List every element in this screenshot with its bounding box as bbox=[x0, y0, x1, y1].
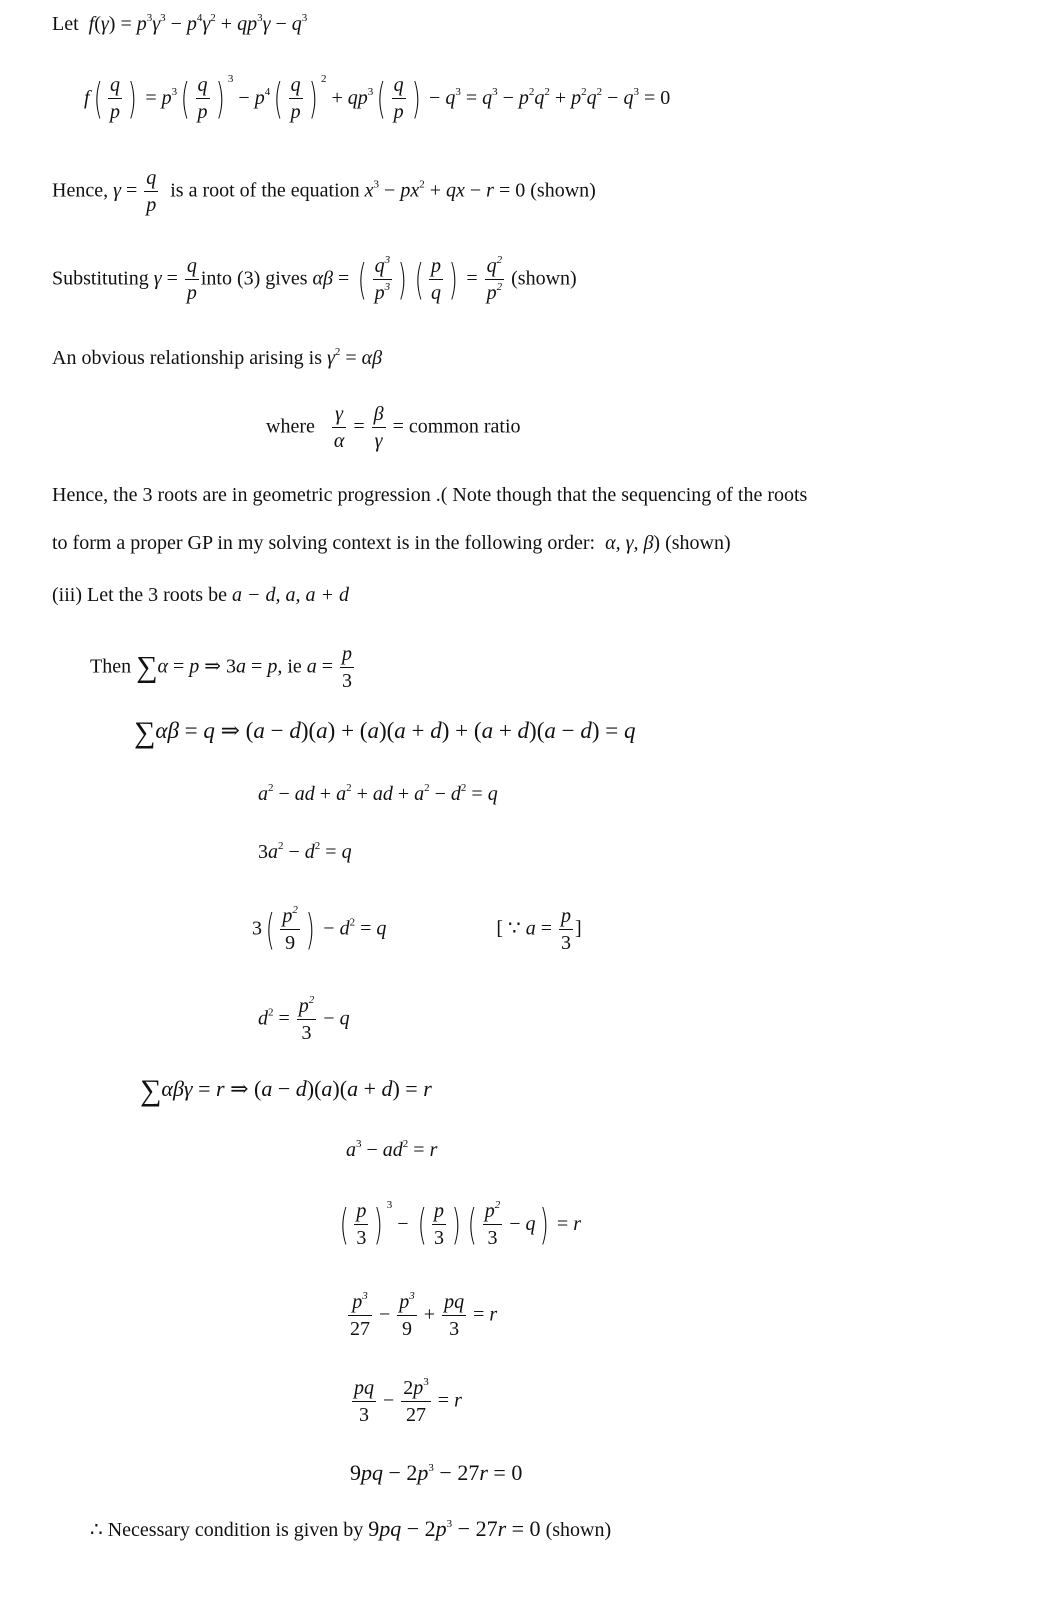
line-d2: $d^2$ = $\frac{p^2}{3}$ − q bbox=[258, 994, 350, 1044]
line-f-q-over-p: f( $\frac{q}{p}$ ) = $p^3$( $\frac{q}{p}$ ) $3 - p^4$( $\frac{q}{p}$ ) $2 + qp^3$( $\frac{q}{p}$ ) − $q^3 = q^3 - p^2q^2 + p^2q^2 - q^3 = 0$ bbox=[84, 73, 671, 124]
line-obvious: An obvious relationship arising is $\gamma^2 = \alpha\beta$ bbox=[52, 346, 383, 369]
eq-f-gamma: f bbox=[83, 13, 95, 35]
line-conclusion: ∴ Necessary condition is given by $9pq - 2p^3 - 27r = 0$ (shown) bbox=[90, 1516, 612, 1541]
line-sum-alphabeta: ∑αβ = q ⇒ (a − d)(a) + (a)(a + d) + (a + d)(a − d) = q bbox=[134, 716, 636, 749]
word-let: Let bbox=[52, 13, 79, 35]
line-substituting: Substituting γ = $\frac{q}{p}$ into (3) gives αβ = ( $\frac{q^3}{p^3}$ ) ( $\frac{p}{q}$ ) = $\frac{q^2}{p^2}$ (shown) bbox=[52, 254, 577, 304]
line-p3-27: $\frac{p^3}{27}$ − $\frac{p^3}{9}$ + $\frac{pq}{3}$ = r bbox=[350, 1290, 498, 1340]
line-hence-root: Hence, γ = $\frac{q}{p}$ is a root of the equation $x^3 - px^2$ + qx − r = 0 (shown) bbox=[52, 167, 596, 216]
line-sub-a: 3( $\frac{p^2}{9}$ ) − $d^2 = q$ [ ∵ a = $\frac{p}{3}$ ] bbox=[252, 904, 582, 954]
line-common-ratio: where $\frac{\gamma}{\alpha}$ = $\frac{\beta}{\gamma}$ = common ratio bbox=[266, 403, 521, 452]
line-3a2: $3a^2 - d^2 = q$ bbox=[258, 840, 352, 863]
line-pq3: $\frac{pq}{3}$ − $\frac{2p^3}{27}$ = r bbox=[354, 1376, 462, 1426]
line-gp-1: Hence, the 3 roots are in geometric progression .( Note though that the sequencing of the roots bbox=[52, 484, 808, 506]
line-a3: $a^3 - ad^2 = r$ bbox=[346, 1138, 438, 1161]
line-sub-p3: ( $\frac{p}{3}$ ) 3 − ( $\frac{p}{3}$ ) ( $\frac{p^2}{3}$ − q) = r bbox=[339, 1199, 581, 1250]
line-sum-abg: ∑αβγ = r ⇒ (a − d)(a)(a + d) = r bbox=[140, 1074, 432, 1107]
line-define-f: Let $f(\gamma) = p^3\gamma^3 - p^4\gamma^2 + qp^3\gamma - q^3$ bbox=[52, 12, 308, 35]
line-sum-alpha: Then ∑α = p ⇒ 3a = p, ie a = $\frac{p}{3}$ bbox=[90, 643, 353, 692]
line-expand: $a^2$ − ad + $a^2$ + ad + $a^2 - d^2 = q$ bbox=[258, 782, 498, 805]
line-part-iii: (iii) Let the 3 roots be a − d, a, a + d bbox=[52, 584, 349, 606]
line-final-eq: $9pq - 2p^3 - 27r = 0$ bbox=[350, 1460, 523, 1485]
line-gp-2: to form a proper GP in my solving context is in the following order: α, γ, β) (shown) bbox=[52, 532, 731, 554]
